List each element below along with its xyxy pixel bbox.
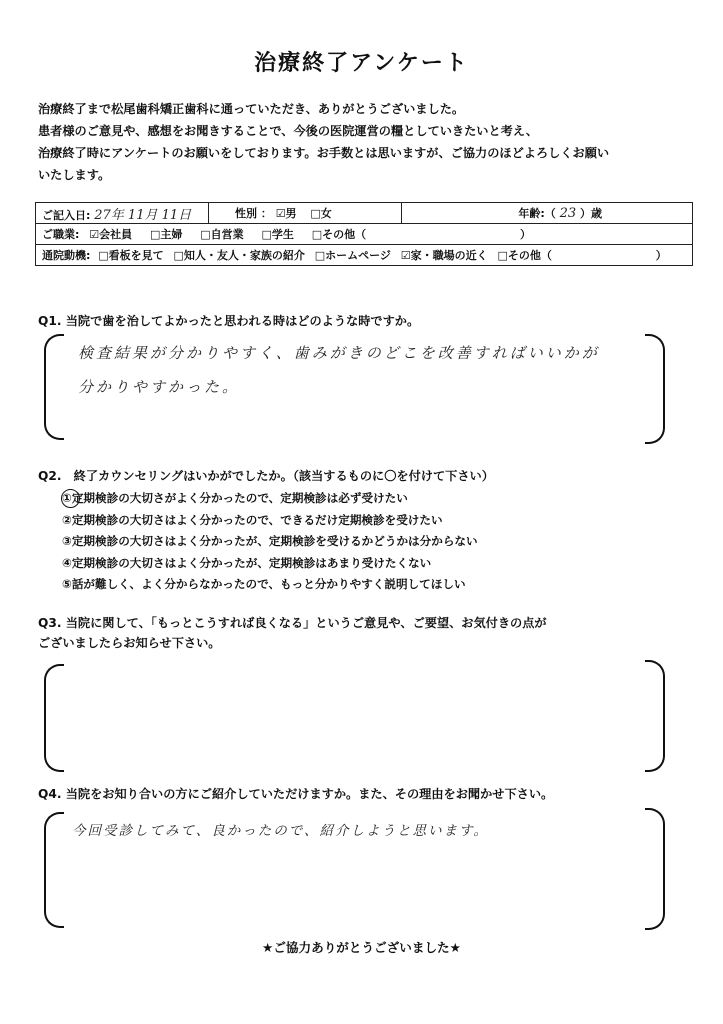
date-cell[interactable] xyxy=(36,203,209,224)
gender-male-checkbox[interactable]: ☑男 xyxy=(275,207,297,220)
q1-answer-line: 検査結果が分かりやすく、歯みがきのどこを改善すればいいかが xyxy=(78,344,600,362)
q3-answer-area[interactable] xyxy=(70,668,640,764)
q4-left-bracket xyxy=(44,812,64,928)
job-label: ご職業: xyxy=(42,228,80,241)
q2-option-5[interactable]: ⑤話が難しく、よく分からなかったので、もっと分かりやすく説明してほしい xyxy=(62,577,466,591)
age-cell[interactable] xyxy=(402,203,693,224)
q4-label: Q4. 当院をお知り合いの方にご紹介していただけますか。また、その理由をお聞かせ下さい。 xyxy=(38,787,554,801)
visit-option-signboard[interactable]: □看板を見て xyxy=(98,249,164,262)
q2-option-2[interactable]: ②定期検診の大切さはよく分かったので、できるだけ定期検診を受けたい xyxy=(62,512,443,527)
job-other-close: ） xyxy=(519,228,531,241)
date-label: ご記入日: xyxy=(42,208,91,222)
visit-label: 通院動機: xyxy=(42,249,91,262)
intro-line: いたします。 xyxy=(38,168,111,182)
q1-left-bracket xyxy=(44,334,64,440)
job-option-self-employed[interactable]: □自営業 xyxy=(200,228,244,241)
job-row xyxy=(36,224,693,245)
job-option-company[interactable]: ☑会社員 xyxy=(89,228,133,241)
visit-other-close: ） xyxy=(655,249,667,262)
intro-text xyxy=(38,98,698,186)
q3-label-line-2: ございましたらお知らせ下さい。 xyxy=(38,636,221,650)
q2-option-3[interactable]: ③定期検診の大切さはよく分かったが、定期検診を受けるかどうかは分からない xyxy=(62,534,478,548)
gender-cell xyxy=(209,203,402,224)
visit-option-other[interactable]: □その他（ xyxy=(497,249,552,262)
age-label: 年齢:（ xyxy=(518,207,556,220)
q2-selected-circle xyxy=(61,489,80,508)
visit-option-nearby[interactable]: ☑家・職場の近く xyxy=(400,249,488,262)
q2-options xyxy=(62,488,478,596)
visit-option-referral[interactable]: □知人・友人・家族の紹介 xyxy=(173,249,305,262)
q2-option-1[interactable]: ①定期検診の大切さがよく分かったので、定期検診は必ず受けたい xyxy=(62,491,408,505)
job-option-student[interactable]: □学生 xyxy=(261,228,294,241)
page-title: 治療終了アンケート xyxy=(254,51,469,76)
q1-right-bracket xyxy=(645,334,665,444)
age-value: 23 xyxy=(559,206,577,221)
age-suffix: ）歳 xyxy=(580,207,602,220)
gender-female-checkbox[interactable]: □女 xyxy=(310,207,332,220)
intro-line: 治療終了まで松尾歯科矯正歯科に通っていただき、ありがとうございました。 xyxy=(38,102,465,116)
q4-answer[interactable]: 今回受診してみて、良かったので、紹介しようと思います。 xyxy=(72,823,489,839)
gender-label: 性別 ： xyxy=(235,207,272,220)
q1-label: Q1. 当院で歯を治してよかったと思われる時はどのような時ですか。 xyxy=(38,314,420,328)
intro-line: 患者様のご意見や、感想をお聞きすることで、今後の医院運営の糧としていきたいと考え、 xyxy=(38,124,538,138)
q3-left-bracket xyxy=(44,664,64,772)
q2-option-4[interactable]: ④定期検診の大切さはよく分かったが、定期検診はあまり受けたくない xyxy=(62,555,432,570)
q2-label: Q2. 終了カウンセリングはいかがでしたか。（該当するものに〇を付けて下さい） xyxy=(38,469,494,483)
visit-row xyxy=(36,245,693,266)
thanks-message: ★ご協力ありがとうございました★ xyxy=(262,940,461,955)
visit-option-homepage[interactable]: □ホームページ xyxy=(314,249,391,262)
job-option-other[interactable]: □その他（ xyxy=(311,228,367,241)
job-option-housewife[interactable]: □主婦 xyxy=(149,228,183,241)
q1-answer[interactable] xyxy=(78,336,600,404)
date-value: 27年 11月 11日 xyxy=(94,207,192,223)
q4-right-bracket xyxy=(645,808,665,930)
respondent-info-table xyxy=(35,202,693,266)
q3-right-bracket xyxy=(645,660,665,772)
q3-label-line-1: Q3. 当院に関して、「もっとこうすれば良くなる」というご意見や、ご要望、お気付きの点が xyxy=(38,616,547,630)
intro-line: 治療終了時にアンケートのお願いをしております。お手数とは思いますが、ご協力のほどよろしくお願い xyxy=(38,146,610,160)
q1-answer-line: 分かりやすかった。 xyxy=(78,378,241,396)
